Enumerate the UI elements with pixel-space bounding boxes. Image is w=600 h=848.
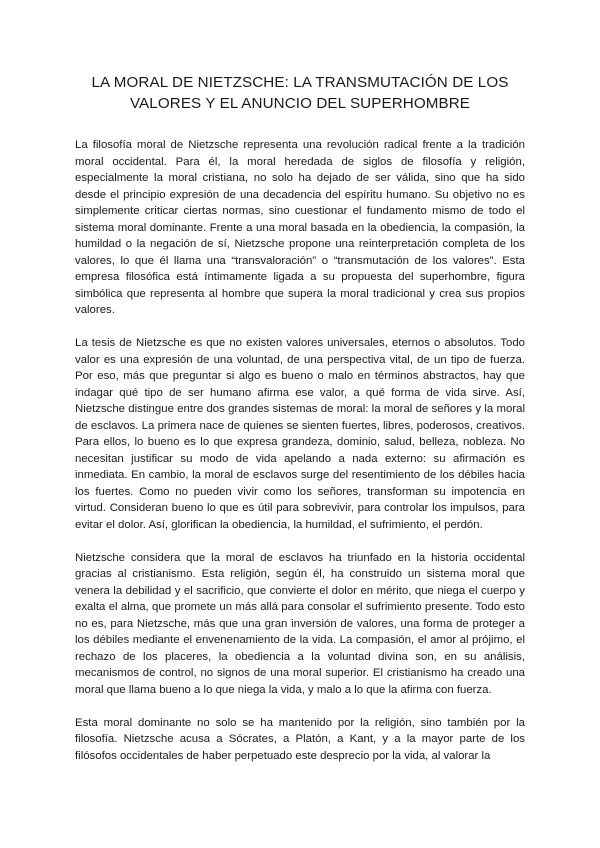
paragraph-1: La filosofía moral de Nietzsche representa una revolución radical frente a la tradición moral occidental. Para él, la moral heredada de siglos de filosofía y religión, especialmente la moral cristiana, no solo ha dejado de ser válida, sino que ha sido desde el principio expresión de una decadencia del espíritu humano. Su objetivo no es simplemente criticar ciertas normas, sino cuestionar el fundamento mismo de todo el sistema moral dominante. Frente a una moral basada en la obediencia, la compasión, la humildad o la negación de sí, Nietzsche propone una reinterpretación completa de los valores, lo que él llama una “transvaloración” o “transmutación de los valores”. Esta empresa filosófica está íntimamente ligada a su propuesta del superhombre, figura simbólica que representa al hombre que supera la moral tradicional y crea sus propios valores.: [75, 139, 525, 317]
document-body: [75, 137, 525, 780]
document-title: LA MORAL DE NIETZSCHE: LA TRANSMUTACIÓN DE LOS VALORES Y EL ANUNCIO DEL SUPERHOMBRE: [91, 74, 509, 112]
paragraph-3: Nietzsche considera que la moral de esclavos ha triunfado en la historia occidental gracias al cristianismo. Esta religión, según él, ha construido un sistema moral que venera la debilidad y el sacrificio, que convierte el dolor en mérito, que niega el cuerpo y exalta el alma, que promete un más allá para consolar el sufrimiento presente. Todo esto no es, para Nietzsche, más que una gran inversión de valores, una forma de proteger a los débiles mediante el envenenamiento de la vida. La compasión, el amor al prójimo, el rechazo de los placeres, la obediencia a la voluntad divina son, en su análisis, mecanismos de control, no signos de una moral superior. El cristianismo ha creado una moral que llama bueno a lo que niega la vida, y malo a lo que la afirma con fuerza.: [75, 551, 525, 696]
paragraph-4: Esta moral dominante no solo se ha mantenido por la religión, sino también por la filosofía. Nietzsche acusa a Sócrates, a Platón, a Kant, y a la mayor parte de los filósofos occidentales de haber perpetuado este desprecio por la vida, al valorar la: [75, 716, 525, 762]
paragraph-2: La tesis de Nietzsche es que no existen valores universales, eternos o absolutos. Todo valor es una expresión de una voluntad, de una perspectiva vital, de un tipo de fuerza. Por eso, más que preguntar si algo es bueno o malo en términos abstractos, hay que indagar qué tipo de ser humano afirma ese valor, a qué forma de vida sirve. Así, Nietzsche distingue entre dos grandes sistemas de moral: la moral de señores y la moral de esclavos. La primera nace de quienes se sienten fuertes, libres, poderosos, creativos. Para ellos, lo bueno es lo que expresa grandeza, dominio, salud, belleza, nobleza. No necesitan justificar su modo de vida apelando a nada externo: su afirmación es inmediata. En cambio, la moral de esclavos surge del resentimiento de los débiles hacia los fuertes. Como no pueden vivir como los señores, transforman su impotencia en virtud. Consideran bueno lo que es útil para sobrevivir, para controlar los impulsos, para evitar el dolor. Así, glorifican la obediencia, la humildad, el sufrimiento, el perdón.: [75, 337, 525, 532]
